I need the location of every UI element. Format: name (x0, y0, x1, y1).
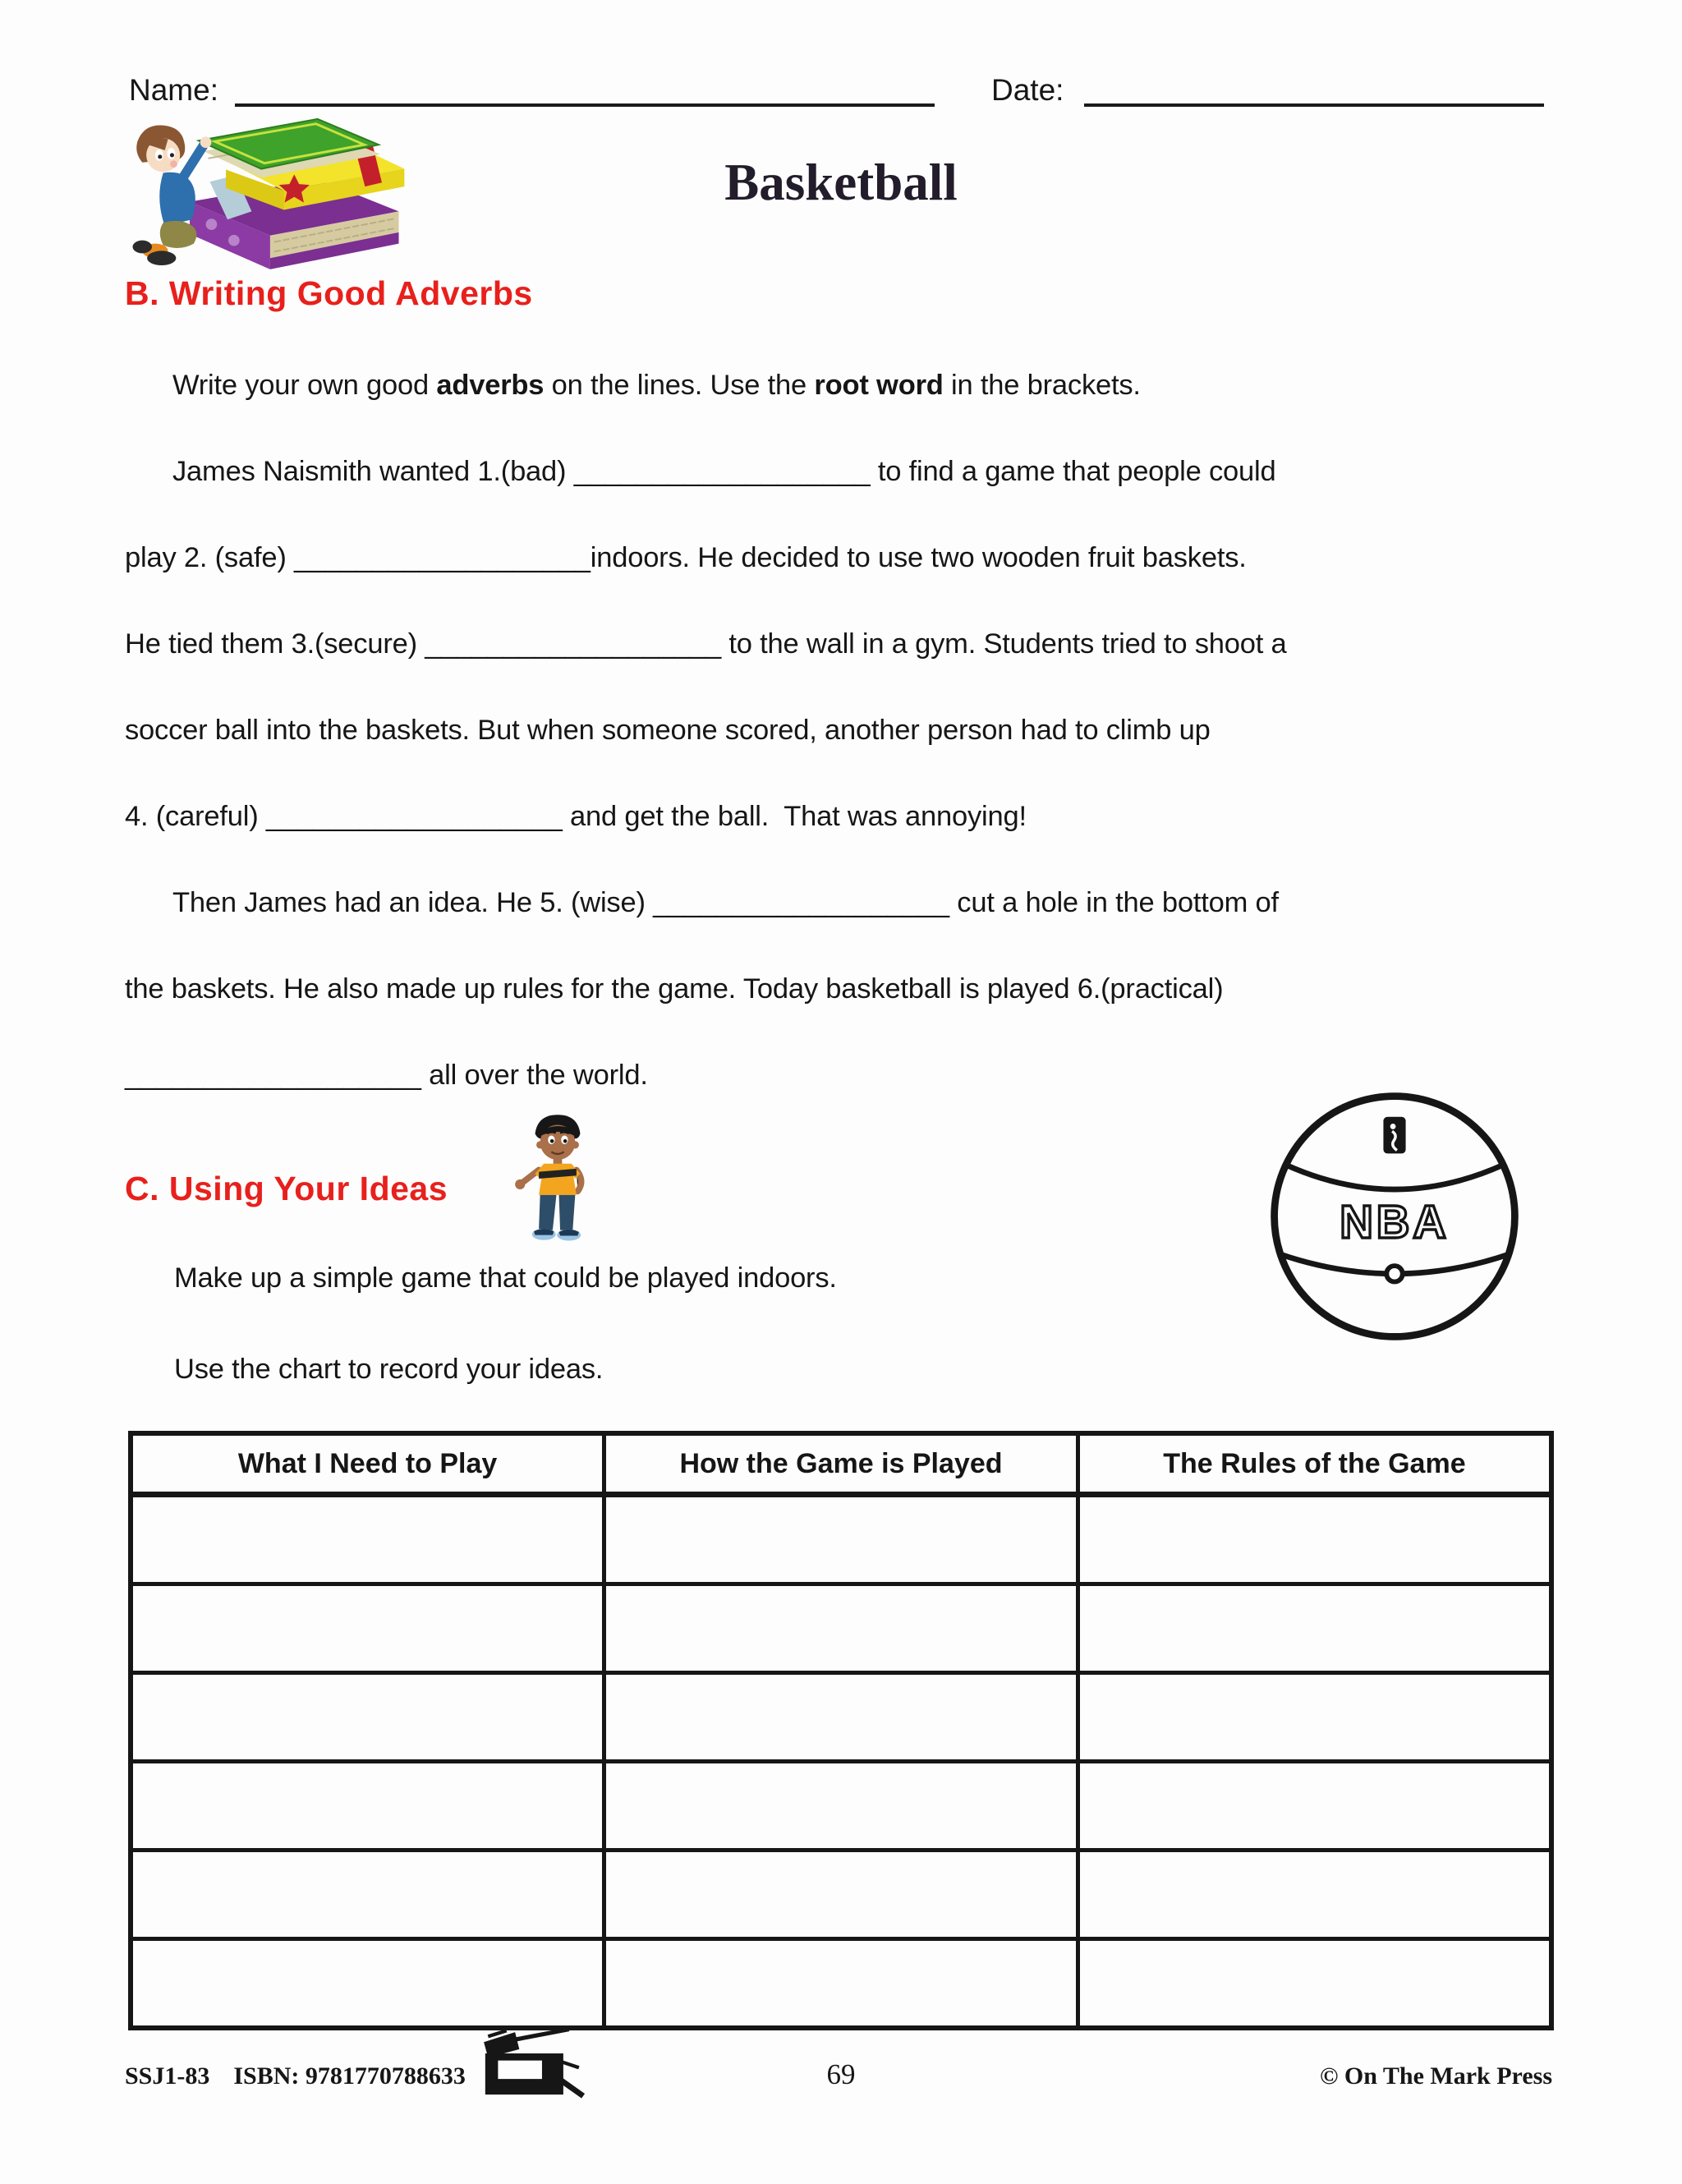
paragraph-line: ___________________ all over the world. (125, 1060, 648, 1091)
table-cell (604, 1939, 1078, 2029)
table-cell (131, 1762, 604, 1851)
table-cell (131, 1495, 604, 1584)
ideas-table (128, 1431, 1554, 2030)
paragraph-line: the baskets. He also made up rules for the game. Today basketball is played 6.(practical) (125, 973, 1224, 1005)
paragraph-segment: in the brackets. (943, 370, 1141, 401)
table-row (131, 1584, 1551, 1673)
table-cell (131, 1939, 604, 2029)
table-cell (1078, 1673, 1551, 1762)
date-blank-line (1084, 71, 1544, 107)
table-cell (131, 1673, 604, 1762)
table-cell (1078, 1762, 1551, 1851)
table-cell (604, 1584, 1078, 1673)
basketball-illustration (1263, 1085, 1526, 1348)
paragraph-line: James Naismith wanted 1.(bad) ___________________ to find a game that people could (172, 456, 1276, 487)
section-b-paragraph (125, 343, 1603, 1119)
name-label: Name: (129, 73, 218, 107)
nba-text: NBA (1340, 1196, 1450, 1248)
date-label: Date: (991, 73, 1064, 107)
table-cell (604, 1762, 1078, 1851)
footer-copyright: © On The Mark Press (1320, 2062, 1552, 2090)
paragraph-segment: adverbs (436, 370, 545, 401)
table-cell (131, 1584, 604, 1673)
paragraph-line: soccer ball into the baskets. But when someone scored, another person had to climb up (125, 715, 1211, 746)
paragraph-line (125, 343, 1603, 429)
table-cell (131, 1851, 604, 1939)
standing-boy-illustration (508, 1107, 608, 1245)
table-header-row (131, 1433, 1551, 1495)
ball-valve (1386, 1266, 1402, 1281)
paragraph-line: He tied them 3.(secure) ___________________ to the wall in a gym. Students tried to shoot a (125, 628, 1287, 660)
page-number: 69 (826, 2058, 856, 2090)
paragraph-line: play 2. (safe) ___________________indoors. He decided to use two wooden fruit baskets. (125, 542, 1247, 573)
name-blank-line (235, 71, 935, 107)
section-b-heading: B. Writing Good Adverbs (125, 274, 533, 312)
table-header-rules: The Rules of the Game (1078, 1433, 1551, 1495)
table-cell (604, 1673, 1078, 1762)
table-row (131, 1851, 1551, 1939)
table-row (131, 1939, 1551, 2029)
table-row (131, 1762, 1551, 1851)
paragraph-segment: on the lines. Use the (544, 370, 815, 401)
page-title: Basketball (724, 154, 958, 211)
table-cell (1078, 1939, 1551, 2029)
table-header-what-i-need: What I Need to Play (131, 1433, 604, 1495)
footer-isbn: ISBN: 9781770788633 (233, 2062, 466, 2090)
table-cell (604, 1495, 1078, 1584)
table-row (131, 1673, 1551, 1762)
paragraph-line: 4. (careful) ___________________ and get the ball. That was annoying! (125, 801, 1027, 832)
section-c-line-2: Use the chart to record your ideas. (174, 1354, 604, 1385)
footer-code: SSJ1-83 (125, 2062, 210, 2090)
section-c-line-1: Make up a simple game that could be played indoors. (174, 1262, 837, 1294)
table-cell (604, 1851, 1078, 1939)
paragraph-line: Then James had an idea. He 5. (wise) ___________________ cut a hole in the bottom of (172, 887, 1279, 918)
table-cell (1078, 1851, 1551, 1939)
paragraph-segment: root word (814, 370, 944, 401)
table-row (131, 1495, 1551, 1584)
table-cell (1078, 1584, 1551, 1673)
paragraph-segment: Write your own good (172, 370, 437, 401)
section-c-heading: C. Using Your Ideas (125, 1170, 448, 1207)
table-cell (1078, 1495, 1551, 1584)
table-header-how-played: How the Game is Played (604, 1433, 1078, 1495)
